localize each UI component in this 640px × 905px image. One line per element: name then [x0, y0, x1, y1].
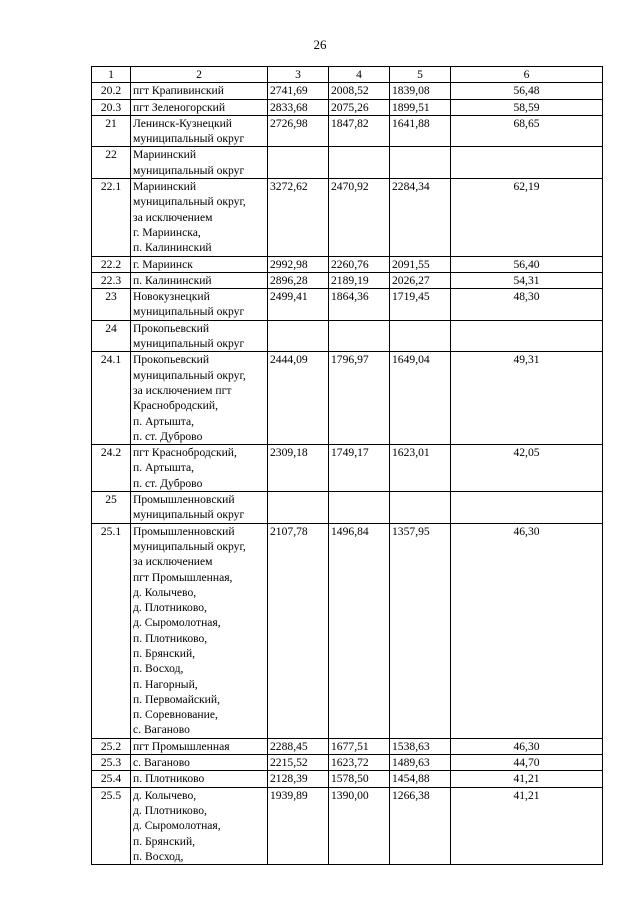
- value-col6-cell: 58,59: [451, 99, 603, 115]
- value-col5-cell: 1489,63: [390, 755, 451, 771]
- territory-name-cell: Прокопьевский муниципальный округ, за исключением пгт Краснобродский, п. Артышта, п. ст. Дуброво: [131, 352, 268, 445]
- row-number-cell: 20.3: [92, 99, 131, 115]
- header-cell: 2: [131, 67, 268, 83]
- value-col3-cell: 3272,62: [268, 179, 329, 256]
- value-col6-cell: 68,65: [451, 115, 603, 147]
- value-col6-cell: 56,40: [451, 256, 603, 272]
- table-row: [92, 115, 603, 147]
- header-cell: 6: [451, 67, 603, 83]
- value-col6-cell: [451, 147, 603, 179]
- value-col4-cell: 1390,00: [329, 787, 390, 864]
- table-row: [92, 492, 603, 524]
- value-col3-cell: [268, 320, 329, 352]
- value-col4-cell: 1578,50: [329, 771, 390, 787]
- value-col4-cell: 2189,19: [329, 272, 390, 288]
- value-col5-cell: 1649,04: [390, 352, 451, 445]
- value-col3-cell: 2309,18: [268, 445, 329, 492]
- value-col6-cell: 54,31: [451, 272, 603, 288]
- value-col5-cell: 1357,95: [390, 523, 451, 738]
- value-col4-cell: [329, 492, 390, 524]
- row-number-cell: 24.2: [92, 445, 131, 492]
- table-row: [92, 179, 603, 256]
- row-number-cell: 22.2: [92, 256, 131, 272]
- row-number-cell: 24: [92, 320, 131, 352]
- territory-name-cell: Мариинский муниципальный округ: [131, 147, 268, 179]
- value-col6-cell: 41,21: [451, 771, 603, 787]
- value-col6-cell: 49,31: [451, 352, 603, 445]
- value-col6-cell: 46,30: [451, 738, 603, 754]
- table-row: [92, 445, 603, 492]
- row-number-cell: 25: [92, 492, 131, 524]
- row-number-cell: 25.3: [92, 755, 131, 771]
- table-row: [92, 755, 603, 771]
- value-col3-cell: 1939,89: [268, 787, 329, 864]
- row-number-cell: 25.4: [92, 771, 131, 787]
- table-row: [92, 320, 603, 352]
- table-row: [92, 523, 603, 738]
- value-col3-cell: 2288,45: [268, 738, 329, 754]
- value-col6-cell: 46,30: [451, 523, 603, 738]
- table-row: [92, 99, 603, 115]
- value-col3-cell: 2896,28: [268, 272, 329, 288]
- territory-name-cell: с. Ваганово: [131, 755, 268, 771]
- page-number: 26: [313, 37, 327, 52]
- value-col3-cell: 2444,09: [268, 352, 329, 445]
- value-col3-cell: 2741,69: [268, 83, 329, 99]
- value-col3-cell: 2833,68: [268, 99, 329, 115]
- table-row: [92, 83, 603, 99]
- row-number-cell: 22: [92, 147, 131, 179]
- value-col4-cell: 2260,76: [329, 256, 390, 272]
- value-col5-cell: 1899,51: [390, 99, 451, 115]
- value-col4-cell: 1847,82: [329, 115, 390, 147]
- value-col5-cell: 1538,63: [390, 738, 451, 754]
- header-cell: 3: [268, 67, 329, 83]
- row-number-cell: 23: [92, 289, 131, 321]
- row-number-cell: 25.1: [92, 523, 131, 738]
- value-col6-cell: [451, 320, 603, 352]
- value-col3-cell: 2992,98: [268, 256, 329, 272]
- value-col4-cell: 1677,51: [329, 738, 390, 754]
- territory-name-cell: Прокопьевский муниципальный округ: [131, 320, 268, 352]
- value-col6-cell: 42,05: [451, 445, 603, 492]
- header-cell: 1: [92, 67, 131, 83]
- value-col5-cell: 1719,45: [390, 289, 451, 321]
- value-col3-cell: [268, 492, 329, 524]
- territory-name-cell: пгт Краснобродский, п. Артышта, п. ст. Дуброво: [131, 445, 268, 492]
- row-number-cell: 22.1: [92, 179, 131, 256]
- value-col6-cell: 56,48: [451, 83, 603, 99]
- territory-name-cell: Промышленновский муниципальный округ, за исключением пгт Промышленная, д. Колычево, д. Плотниково, д. Сыромолотная, п. Плотниково, п. Брянский, п. Восход, п. Нагорный, п. Первомайский, п. Соревнование, с. Ваганово: [131, 523, 268, 738]
- row-number-cell: 21: [92, 115, 131, 147]
- row-number-cell: 25.2: [92, 738, 131, 754]
- value-col5-cell: 1454,88: [390, 771, 451, 787]
- row-number-cell: 22.3: [92, 272, 131, 288]
- table-row: [92, 738, 603, 754]
- value-col5-cell: [390, 147, 451, 179]
- value-col4-cell: 2470,92: [329, 179, 390, 256]
- value-col4-cell: 1749,17: [329, 445, 390, 492]
- table-row: [92, 352, 603, 445]
- table-row: [92, 272, 603, 288]
- value-col3-cell: [268, 147, 329, 179]
- value-col4-cell: 1796,97: [329, 352, 390, 445]
- value-col5-cell: 1839,08: [390, 83, 451, 99]
- table-row: [92, 256, 603, 272]
- territory-name-cell: пгт Зеленогорский: [131, 99, 268, 115]
- territory-name-cell: Промышленновский муниципальный округ: [131, 492, 268, 524]
- table-row: [92, 147, 603, 179]
- territory-name-cell: п. Плотниково: [131, 771, 268, 787]
- value-col3-cell: 2215,52: [268, 755, 329, 771]
- territory-name-cell: д. Колычево, д. Плотниково, д. Сыромолотная, п. Брянский, п. Восход,: [131, 787, 268, 864]
- value-col6-cell: 41,21: [451, 787, 603, 864]
- row-number-cell: 24.1: [92, 352, 131, 445]
- value-col4-cell: [329, 147, 390, 179]
- territory-name-cell: г. Мариинск: [131, 256, 268, 272]
- value-col5-cell: 1641,88: [390, 115, 451, 147]
- value-col5-cell: 2091,55: [390, 256, 451, 272]
- value-col6-cell: [451, 492, 603, 524]
- territory-name-cell: пгт Промышленная: [131, 738, 268, 754]
- table-header-row: [92, 67, 603, 83]
- territory-name-cell: п. Калининский: [131, 272, 268, 288]
- territory-name-cell: пгт Крапивинский: [131, 83, 268, 99]
- value-col5-cell: 1623,01: [390, 445, 451, 492]
- value-col4-cell: 2075,26: [329, 99, 390, 115]
- table-row: [92, 771, 603, 787]
- table-row: [92, 289, 603, 321]
- header-cell: 4: [329, 67, 390, 83]
- value-col4-cell: [329, 320, 390, 352]
- value-col5-cell: [390, 320, 451, 352]
- value-col4-cell: 2008,52: [329, 83, 390, 99]
- value-col3-cell: 2128,39: [268, 771, 329, 787]
- table-row: [92, 787, 603, 864]
- territory-name-cell: Ленинск-Кузнецкий муниципальный округ: [131, 115, 268, 147]
- row-number-cell: 25.5: [92, 787, 131, 864]
- header-cell: 5: [390, 67, 451, 83]
- value-col4-cell: 1623,72: [329, 755, 390, 771]
- value-col5-cell: [390, 492, 451, 524]
- value-col3-cell: 2726,98: [268, 115, 329, 147]
- value-col6-cell: 44,70: [451, 755, 603, 771]
- value-col3-cell: 2499,41: [268, 289, 329, 321]
- value-col5-cell: 1266,38: [390, 787, 451, 864]
- value-col4-cell: 1864,36: [329, 289, 390, 321]
- territory-name-cell: Мариинский муниципальный округ, за исключением г. Мариинска, п. Калининский: [131, 179, 268, 256]
- tariff-table: [91, 66, 603, 865]
- value-col6-cell: 62,19: [451, 179, 603, 256]
- value-col4-cell: 1496,84: [329, 523, 390, 738]
- value-col3-cell: 2107,78: [268, 523, 329, 738]
- value-col6-cell: 48,30: [451, 289, 603, 321]
- value-col5-cell: 2026,27: [390, 272, 451, 288]
- value-col5-cell: 2284,34: [390, 179, 451, 256]
- row-number-cell: 20.2: [92, 83, 131, 99]
- territory-name-cell: Новокузнецкий муниципальный округ: [131, 289, 268, 321]
